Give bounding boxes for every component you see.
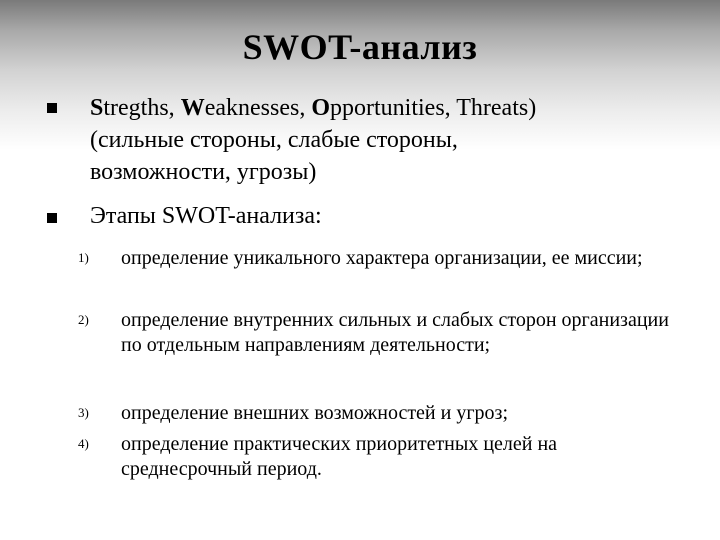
square-bullet-icon: [47, 103, 57, 113]
word-threats: Threats): [456, 95, 537, 121]
step-text: определение практических приоритетных целей на среднесрочный период.: [121, 433, 558, 480]
step-text: определение уникального характера организации, ее миссии;: [121, 247, 643, 269]
square-bullet-icon: [47, 213, 57, 223]
step-number: 3): [78, 405, 89, 420]
bullet-line-3: возможности, угрозы): [90, 159, 317, 185]
bullet-text-stages: Этапы SWOT-анализа:: [90, 203, 322, 229]
step-number: 4): [78, 436, 89, 451]
step-number: 1): [78, 250, 89, 265]
bullet-line-1: [90, 92, 690, 124]
step-text: определение внешних возможностей и угроз;: [121, 402, 509, 424]
step-text: определение внутренних сильных и слабых сторон организации по отдельным направлениям деятельности;: [121, 309, 669, 356]
bullet-line-2: (сильные стороны, слабые стороны,: [90, 127, 458, 153]
slide-title: SWOT-анализ: [242, 27, 478, 67]
initial-w: W: [180, 95, 205, 121]
step-number: 2): [78, 312, 89, 327]
word-w-rest: eaknesses,: [204, 95, 312, 121]
word-s-rest: tregths,: [103, 95, 181, 121]
bullet-text-swot-definition: [90, 92, 690, 188]
word-o-rest: pportunities,: [330, 95, 457, 121]
initial-o: O: [311, 95, 330, 121]
initial-s: S: [90, 95, 104, 121]
